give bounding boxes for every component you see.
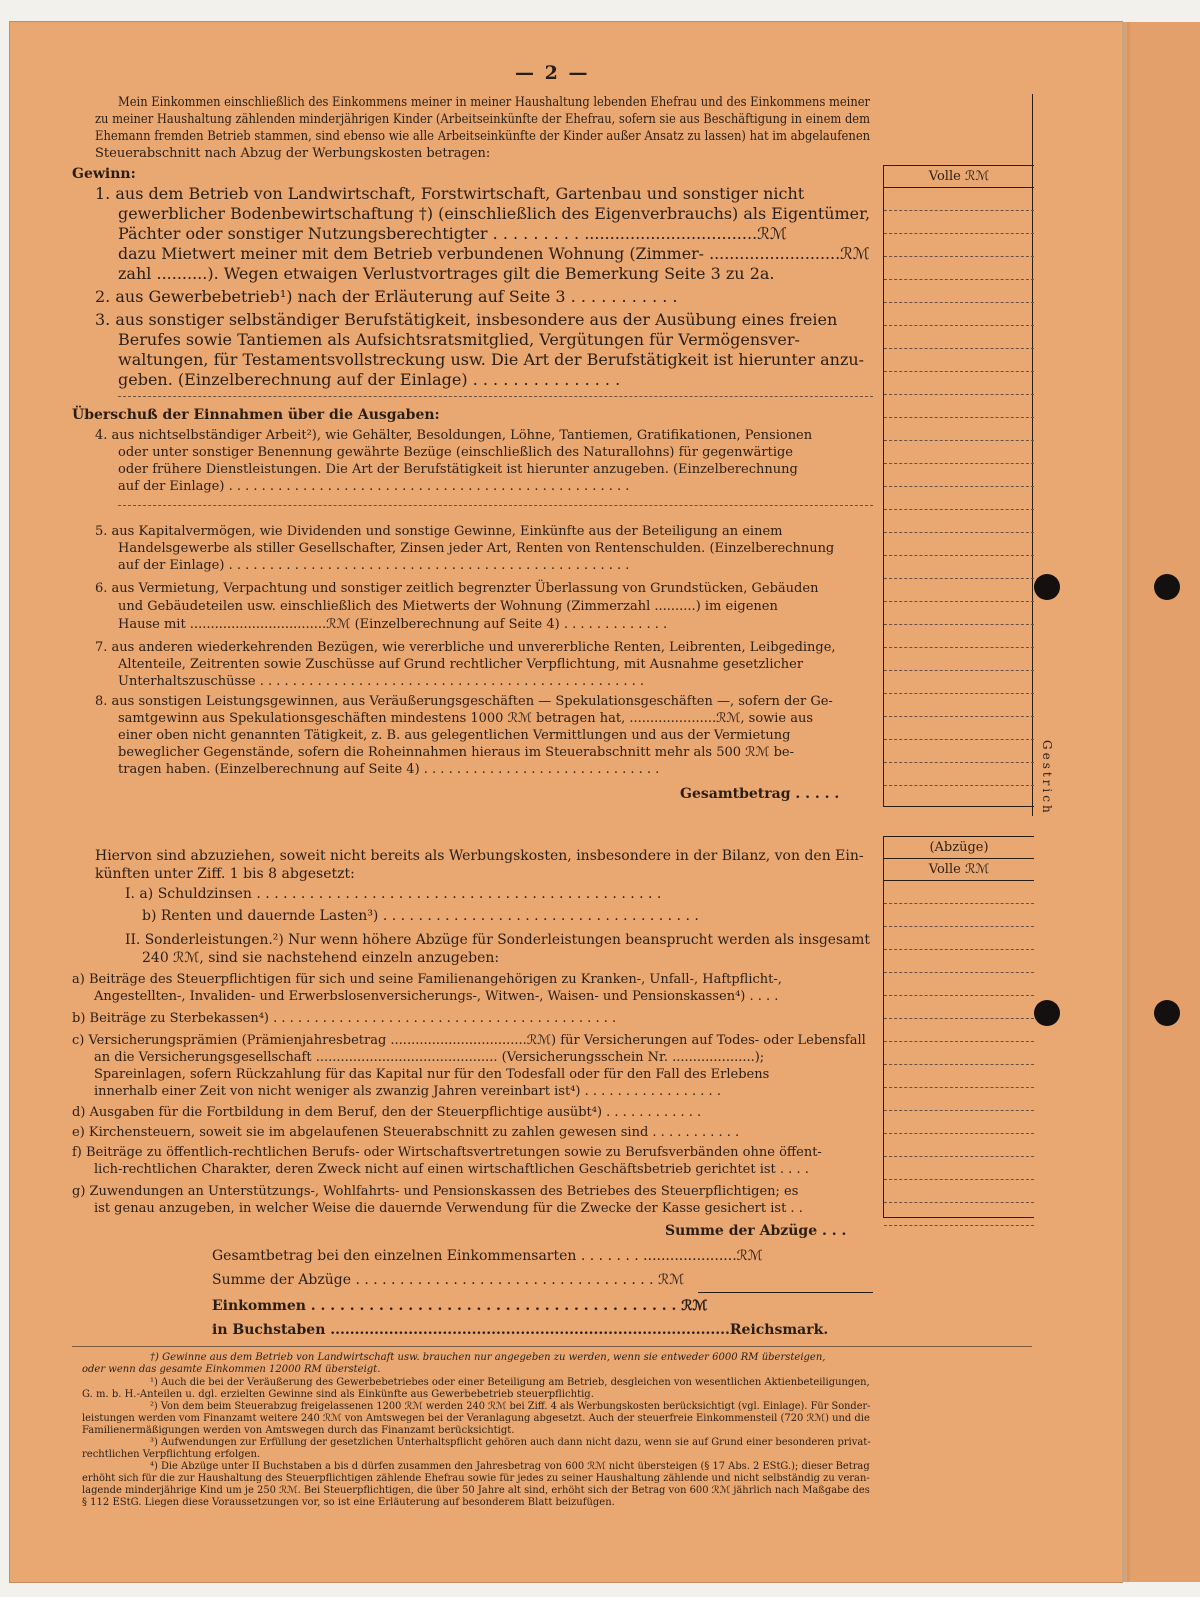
footnote: ²) Von dem beim Steuerabzug freigelassenen 1200 ℛℳ werden 240 ℛℳ bei Ziff. 4 als Werbungskosten berücksichtigt (vgl. Einlage). Für Sonder-: [150, 1401, 871, 1412]
sum-rule: [698, 1292, 873, 1293]
deduction-item: g) Zuwendungen an Unterstützungs-, Wohlfahrts- und Pensionskassen des Betriebes des Steuerpflichtigen; es: [72, 1184, 799, 1199]
deduction-item: e) Kirchensteuern, soweit sie im abgelaufenen Steuerabschnitt zu zahlen gewesen sind . . . . . . . . . . .: [72, 1125, 740, 1140]
item-line: 3. aus sonstiger selbständiger Berufstätigkeit, insbesondere aus der Ausübung eines freien: [95, 310, 838, 329]
item-line: 1. aus dem Betrieb von Landwirtschaft, Forstwirtschaft, Gartenbau und sonstiger nicht: [95, 184, 805, 203]
item-line: und Gebäudeteilen usw. einschließlich des Mietwerts der Wohnung (Zimmerzahl ..........) im eigenen: [118, 599, 778, 614]
footnote: G. m. b. H.-Anteilen u. dgl. erzielten Gewinne sind als Einkünfte aus Gewerbebetrieb steuerpflichtig.: [82, 1389, 594, 1400]
footnote: erhöht sich für die zur Haushaltung des Steuerpflichtigen zählende Ehefrau sowie für jedes zu seiner Haushaltung zählende und nicht selbständig zu veran-: [82, 1473, 870, 1484]
margin-label: Gestrich: [1040, 740, 1054, 816]
item-line: samtgewinn aus Spekulationsgeschäften mindestens 1000 ℛℳ betragen hat, .....................ℛℳ, sowie aus: [118, 711, 814, 726]
deduction-item: 240 ℛℳ, sind sie nachstehend einzeln anzugeben:: [142, 950, 500, 966]
footnote: ¹) Auch die bei der Veräußerung des Gewerbebetriebes oder einer Beteiligung am Betrieb, desgleichen von wesentlichen Aktienbeteiligungen,: [150, 1377, 870, 1388]
item-line: 7. aus anderen wiederkehrenden Bezügen, wie vererbliche und unvererbliche Renten, Leibrenten, Leibgedinge,: [95, 640, 836, 655]
footnote: Familienermäßigungen werden von Amtswegen durch das Finanzamt berücksichtigt.: [82, 1425, 515, 1436]
item-line: Pächter oder sonstiger Nutzungsberechtigter . . . . . . . . . ..................................ℛℳ: [118, 224, 787, 243]
footnote: ⁴) Die Abzüge unter II Buchstaben a bis d dürfen zusammen den Jahresbetrag von 600 ℛℳ nicht übersteigen (§ 17 Abs. 2 EStG.); dieser Betrag: [150, 1461, 870, 1472]
punch-hole: [1034, 1000, 1060, 1026]
entry-line: [118, 396, 873, 397]
footnote: oder wenn das gesamte Einkommen 12000 RM übersteigt.: [82, 1364, 381, 1375]
adjacent-page-strip: [1122, 22, 1200, 1582]
deduction-item: Angestellten-, Invaliden- und Erwerbslosenversicherungs-, Witwen-, Waisen- und Pensionskassen⁴) . . . .: [94, 989, 779, 1004]
deductions-header: (Abzüge): [884, 837, 1034, 859]
item-line: oder unter sonstiger Benennung gewährte Bezüge (einschließlich des Naturallohns) für gegenwärtige: [118, 445, 793, 460]
item-line: Altenteile, Zeitrenten sowie Zuschüsse auf Grund rechtlicher Verpflichtung, mit Ausnahme gesetzlicher: [118, 657, 804, 672]
intro-line: Steuerabschnitt nach Abzug der Werbungskosten betragen:: [95, 146, 491, 161]
item-line: 6. aus Vermietung, Verpachtung und sonstiger zeitlich begrenzter Überlassung von Grundstücken, Gebäuden: [95, 581, 819, 596]
item-line: beweglicher Gegenstände, sofern die Roheinnahmen hieraus im Steuerabschnitt mehr als 500 ℛℳ be-: [118, 745, 794, 760]
item-line: Unterhaltszuschüsse . . . . . . . . . . . . . . . . . . . . . . . . . . . . . . . . . . . . . . . . . . . . . . .: [118, 674, 645, 689]
footnote: leistungen werden vom Finanzamt weitere 240 ℛℳ von Amtswegen bei der Veranlagung abgesetzt. Auch der steuerfreie Einkommensteil (720 ℛℳ) und die: [82, 1413, 870, 1424]
column-header: Volle ℛℳ: [884, 859, 1034, 881]
item-line: dazu Mietwert meiner mit dem Betrieb verbundenen Wohnung (Zimmer- ..........................ℛℳ: [118, 244, 870, 263]
page-number: — 2 —: [515, 62, 590, 84]
deductions-column: [883, 836, 1034, 1218]
deduction-item: b) Renten und dauernde Lasten³) . . . . . . . . . . . . . . . . . . . . . . . . . . . . . . . . . . . .: [142, 908, 699, 924]
deductions-intro: künften unter Ziff. 1 bis 8 abgesetzt:: [95, 866, 355, 882]
section-heading: Überschuß der Einnahmen über die Ausgaben:: [72, 407, 440, 423]
deduction-item: II. Sonderleistungen.²) Nur wenn höhere Abzüge für Sonderleistungen beansprucht werden als insgesamt: [125, 932, 870, 948]
deduction-item: b) Beiträge zu Sterbekassen⁴) . . . . . . . . . . . . . . . . . . . . . . . . . . . . . . . . . . . . . . . . . .: [72, 1011, 617, 1026]
deduction-item: a) Beiträge des Steuerpflichtigen für sich und seine Familienangehörigen zu Kranken-, Unfall-, Haftpflicht-,: [72, 972, 782, 987]
item-line: Handelsgewerbe als stiller Gesellschafter, Zinsen jeder Art, Renten von Rentenschulden. (Einzelberechnung: [118, 541, 835, 556]
column-header: Volle ℛℳ: [884, 166, 1034, 188]
amount-column: [883, 165, 1034, 807]
footnote-rule: [72, 1346, 1032, 1347]
deduction-item: Spareinlagen, sofern Rückzahlung für das Kapital nur für den Todesfall oder für den Fall des Erlebens: [94, 1067, 770, 1082]
item-line: einer oben nicht genannten Tätigkeit, z. B. aus gelegentlichen Vermittlungen und aus der Vermietung: [118, 728, 791, 743]
summary-line: in Buchstaben ..................................................................................Reichsmark.: [212, 1322, 829, 1338]
summary-line: Gesamtbetrag bei den einzelnen Einkommensarten . . . . . . . .....................ℛℳ: [212, 1248, 763, 1264]
item-line: Berufes sowie Tantiemen als Aufsichtsratsmitglied, Vergütungen für Vermögensver-: [118, 330, 800, 349]
punch-hole: [1154, 574, 1180, 600]
punch-hole: [1034, 574, 1060, 600]
footnote: lagende minderjährige Kind um je 250 ℛℳ. Bei Steuerpflichtigen, die über 50 Jahre alt sind, erhöht sich der Betrag von 600 ℛℳ jährlich nach Maßgabe des: [82, 1485, 870, 1496]
deduction-item: an die Versicherungsgesellschaft ............................................ (Versicherungsschein Nr. ....................);: [94, 1050, 765, 1065]
footnote: rechtlichen Verpflichtung erfolgen.: [82, 1449, 261, 1460]
item-line: 5. aus Kapitalvermögen, wie Dividenden und sonstige Gewinne, Einkünfte aus der Beteiligung an einem: [95, 524, 783, 539]
item-line: waltungen, für Testamentsvollstreckung usw. Die Art der Berufstätigkeit ist hierunter anzu-: [118, 350, 865, 369]
item-line: tragen haben. (Einzelberechnung auf Seite 4) . . . . . . . . . . . . . . . . . . . . . . . . . . . . .: [118, 762, 660, 777]
total-label: Gesamtbetrag . . . . .: [680, 786, 840, 802]
deduction-item: innerhalb einer Zeit von nicht weniger als zwanzig Jahren vereinbart ist⁴) . . . . . . . . . . . . . . . . .: [94, 1084, 721, 1099]
punch-hole: [1154, 1000, 1180, 1026]
item-line: gewerblicher Bodenbewirtschaftung †) (einschließlich des Eigenverbrauchs) als Eigentümer,: [118, 204, 871, 223]
item-line: Hause mit .................................ℛℳ (Einzelberechnung auf Seite 4) . . . . . . . . . . . . .: [118, 617, 668, 632]
item-line: oder frühere Dienstleistungen. Die Art der Berufstätigkeit ist hierunter anzugeben. (Einzelberechnung: [118, 462, 798, 477]
item-line: 2. aus Gewerbebetrieb¹) nach der Erläuterung auf Seite 3 . . . . . . . . . . .: [95, 287, 678, 306]
item-line: 8. aus sonstigen Leistungsgewinnen, aus Veräußerungsgeschäften — Spekulationsgeschäften —, sofern der Ge-: [95, 694, 833, 709]
summary-line: Einkommen . . . . . . . . . . . . . . . . . . . . . . . . . . . . . . . . . . . . . . ℛℳ: [212, 1298, 708, 1314]
item-line: zahl ..........). Wegen etwaigen Verlustvortrages gilt die Bemerkung Seite 3 zu 2a.: [118, 264, 775, 283]
intro-line: Ehemann fremden Betrieb stammen, sind ebenso wie alle Arbeitseinkünfte der Kinder außer Ansatz zu lassen) hat im abgelaufenen: [95, 129, 871, 144]
footnote: ³) Aufwendungen zur Erfüllung der gesetzlichen Unterhaltspflicht gehören auch dann nicht dazu, wenn sie auf Grund einer besonderen privat-: [150, 1437, 871, 1448]
deduction-item: d) Ausgaben für die Fortbildung in dem Beruf, den der Steuerpflichtige ausübt⁴) . . . . . . . . . . . .: [72, 1105, 702, 1120]
section-heading: Gewinn:: [72, 166, 136, 182]
deductions-intro: Hiervon sind abzuziehen, soweit nicht bereits als Werbungskosten, insbesondere in der Bilanz, von den Ein-: [95, 848, 864, 864]
deductions-sum-label: Summe der Abzüge . . .: [665, 1223, 847, 1239]
summary-line: Summe der Abzüge . . . . . . . . . . . . . . . . . . . . . . . . . . . . . . . . . . ℛℳ: [212, 1272, 685, 1288]
intro-line: zu meiner Haushaltung zählenden minderjährigen Kinder (Arbeitseinkünfte der Ehefrau, sofern sie aus Beschäftigung in einem dem: [95, 112, 871, 127]
deduction-item: c) Versicherungsprämien (Prämienjahresbetrag .................................ℛℳ) für Versicherungen auf Todes- oder Lebensfall: [72, 1033, 866, 1048]
item-line: geben. (Einzelberechnung auf der Einlage) . . . . . . . . . . . . . . .: [118, 370, 621, 389]
deduction-item: lich-rechtlichen Charakter, deren Zweck nicht auf einen wirtschaftlichen Geschäftsbetrieb gerichtet ist . . . .: [94, 1162, 809, 1177]
item-line: auf der Einlage) . . . . . . . . . . . . . . . . . . . . . . . . . . . . . . . . . . . . . . . . . . . . . . . . .: [118, 479, 630, 494]
entry-line: [118, 505, 873, 506]
footnote: § 112 EStG. Liegen diese Voraussetzungen vor, so ist eine Erläuterung auf besonderem Blatt beizufügen.: [82, 1497, 615, 1508]
item-line: 4. aus nichtselbständiger Arbeit²), wie Gehälter, Besoldungen, Löhne, Tantiemen, Gratifikationen, Pensionen: [95, 428, 813, 443]
deduction-item: I. a) Schuldzinsen . . . . . . . . . . . . . . . . . . . . . . . . . . . . . . . . . . . . . . . . . . . . . .: [125, 886, 662, 902]
item-line: auf der Einlage) . . . . . . . . . . . . . . . . . . . . . . . . . . . . . . . . . . . . . . . . . . . . . . . . .: [118, 558, 630, 573]
intro-line: Mein Einkommen einschließlich des Einkommens meiner in meiner Haushaltung lebenden Ehefrau und des Einkommens meiner: [118, 95, 871, 110]
footnote: †) Gewinne aus dem Betrieb von Landwirtschaft usw. brauchen nur angegeben zu werden, wenn sie entweder 6000 RM übersteigen,: [150, 1352, 826, 1363]
deduction-item: ist genau anzugeben, in welcher Weise die dauernde Verwendung für die Zwecke der Kasse gesichert ist . .: [94, 1201, 803, 1216]
deduction-item: f) Beiträge zu öffentlich-rechtlichen Berufs- oder Wirtschaftsvertretungen sowie zu Berufsverbänden ohne öffent-: [72, 1145, 822, 1160]
